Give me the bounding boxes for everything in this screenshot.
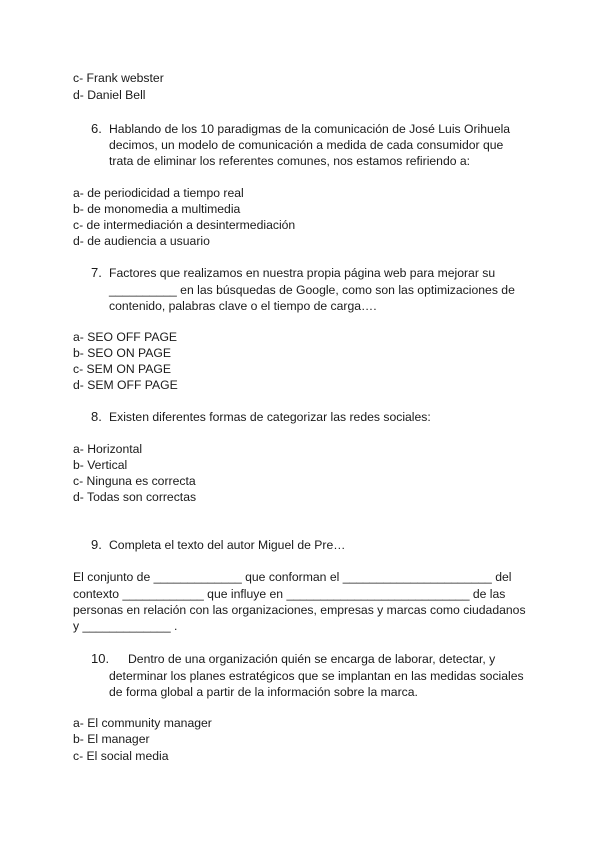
question-10-line-2: determinar los planes estratégicos que se implantan en las medidas sociales [109,669,524,683]
question-7-line-1: Factores que realizamos en nuestra propia página web para mejorar su [109,266,496,280]
question-6-option-a: a- de periodicidad a tiempo real [73,186,244,200]
question-6-option-c: c- de intermediación a desintermediación [73,218,296,232]
question-9-number: 9. [91,537,102,552]
question-6-number: 6. [91,121,102,136]
question-9-paragraph-line-1: El conjunto de _____________ que conforman el ______________________ del [73,570,512,584]
question-7-option-a: a- SEO OFF PAGE [73,330,178,344]
question-7-option-c: c- SEM ON PAGE [73,362,171,376]
question-6-line-1: Hablando de los 10 paradigmas de la comunicación de José Luis Orihuela [109,122,511,136]
question-10-option-b: b- El manager [73,732,150,746]
question-10-line-1: Dentro de una organización quién se encarga de laborar, detectar, y [128,652,496,666]
question-8-option-d: d- Todas son correctas [73,490,197,504]
option-d-prev: d- Daniel Bell [73,88,146,102]
question-8-option-b: b- Vertical [73,458,128,472]
question-7-number: 7. [91,265,102,280]
question-6-option-d: d- de audiencia a usuario [73,234,210,248]
question-7-option-d: d- SEM OFF PAGE [73,378,178,392]
question-10-line-3: de forma global a partir de la información sobre la marca. [109,685,418,699]
question-8-number: 8. [91,409,102,424]
question-8-option-a: a- Horizontal [73,442,143,456]
question-9-paragraph-line-2: contexto ____________ que influye en ___________________________ de las [73,587,506,601]
question-7-line-3: contenido, palabras clave o el tiempo de carga…. [109,299,377,313]
question-9-paragraph-line-4: y _____________ . [73,619,178,633]
question-6-option-b: b- de monomedia a multimedia [73,202,241,216]
question-9-line-1: Completa el texto del autor Miguel de Pre… [109,538,346,552]
question-6-line-2: decimos, un modelo de comunicación a medida de cada consumidor que [109,138,504,152]
question-8-option-c: c- Ninguna es correcta [73,474,196,488]
question-9-paragraph-line-3: personas en relación con las organizaciones, empresas y marcas como ciudadanos [73,603,526,617]
question-7-line-2: __________ en las búsquedas de Google, como son las optimizaciones de [109,283,515,297]
question-10-option-c: c- El social media [73,749,169,763]
question-10-number: 10. [91,651,110,666]
option-c-prev: c- Frank webster [73,71,164,85]
question-8-line-1: Existen diferentes formas de categorizar las redes sociales: [109,410,431,424]
question-10-option-a: a- El community manager [73,716,212,730]
question-6-line-3: trata de eliminar los referentes comunes, nos estamos refiriendo a: [109,154,471,168]
question-7-option-b: b- SEO ON PAGE [73,346,171,360]
